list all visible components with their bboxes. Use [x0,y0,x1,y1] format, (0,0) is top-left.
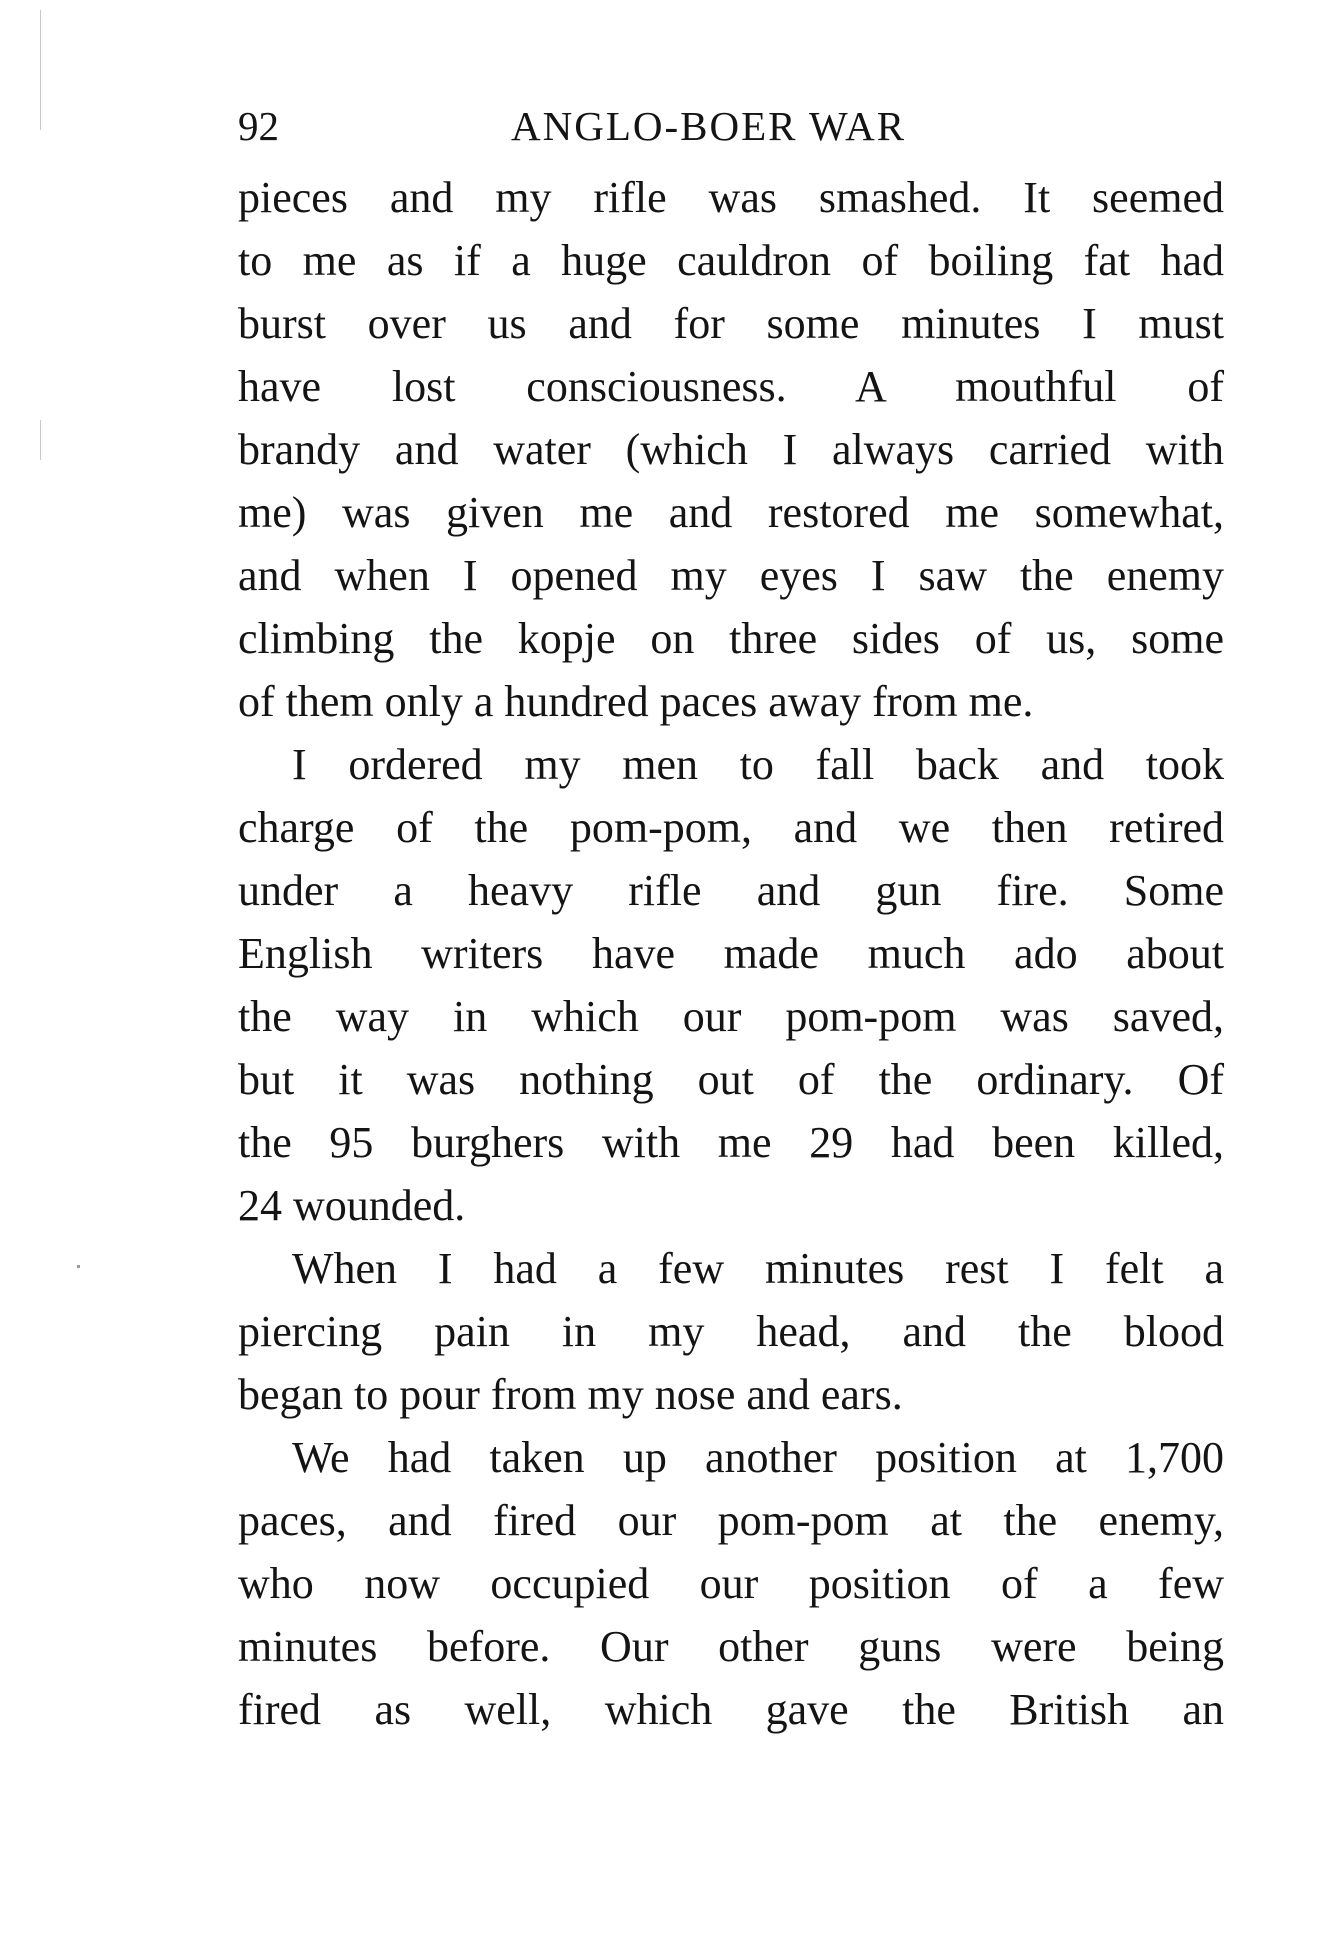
scan-edge-mark [40,10,41,130]
text-line: but it was nothing out of the ordinary. Of [238,1055,1224,1104]
text-line: piercing pain in my head, and the blood [238,1307,1224,1356]
text-line: fired as well, which gave the British an [238,1685,1224,1734]
page-number: 92 [238,103,279,149]
text-line: charge of the pom-pom, and we then retired [238,803,1224,852]
scan-speck [77,1265,80,1268]
text-line: pieces and my rifle was smashed. It seemed [238,173,1224,222]
text-line: have lost consciousness. A mouthful of [238,362,1224,411]
text-line: paces, and fired our pom-pom at the enemy, [238,1496,1224,1545]
scan-edge-mark [40,420,41,460]
body-text [238,166,1224,1741]
text-line: and when I opened my eyes I saw the enemy [238,551,1224,600]
text-line: began to pour from my nose and ears. [238,1370,903,1419]
text-line: climbing the kopje on three sides of us, some [238,614,1224,663]
text-line: We had taken up another position at 1,700 [292,1433,1224,1482]
page-header [238,96,1238,156]
text-line: minutes before. Our other guns were being [238,1622,1224,1671]
text-line: brandy and water (which I always carried with [238,425,1224,474]
text-line: English writers have made much ado about [238,929,1224,978]
text-line: under a heavy rifle and gun fire. Some [238,866,1224,915]
text-line: When I had a few minutes rest I felt a [292,1244,1224,1293]
text-line: I ordered my men to fall back and took [292,740,1224,789]
text-line: of them only a hundred paces away from me. [238,677,1034,726]
text-line: the 95 burghers with me 29 had been killed, [238,1118,1224,1167]
text-line: who now occupied our position of a few [238,1559,1224,1608]
text-line: burst over us and for some minutes I must [238,299,1224,348]
text-line: the way in which our pom-pom was saved, [238,992,1224,1041]
text-line: me) was given me and restored me somewhat, [238,488,1224,537]
text-line: to me as if a huge cauldron of boiling fat had [238,236,1224,285]
text-line: 24 wounded. [238,1181,466,1230]
running-title: ANGLO-BOER WAR [511,103,907,149]
